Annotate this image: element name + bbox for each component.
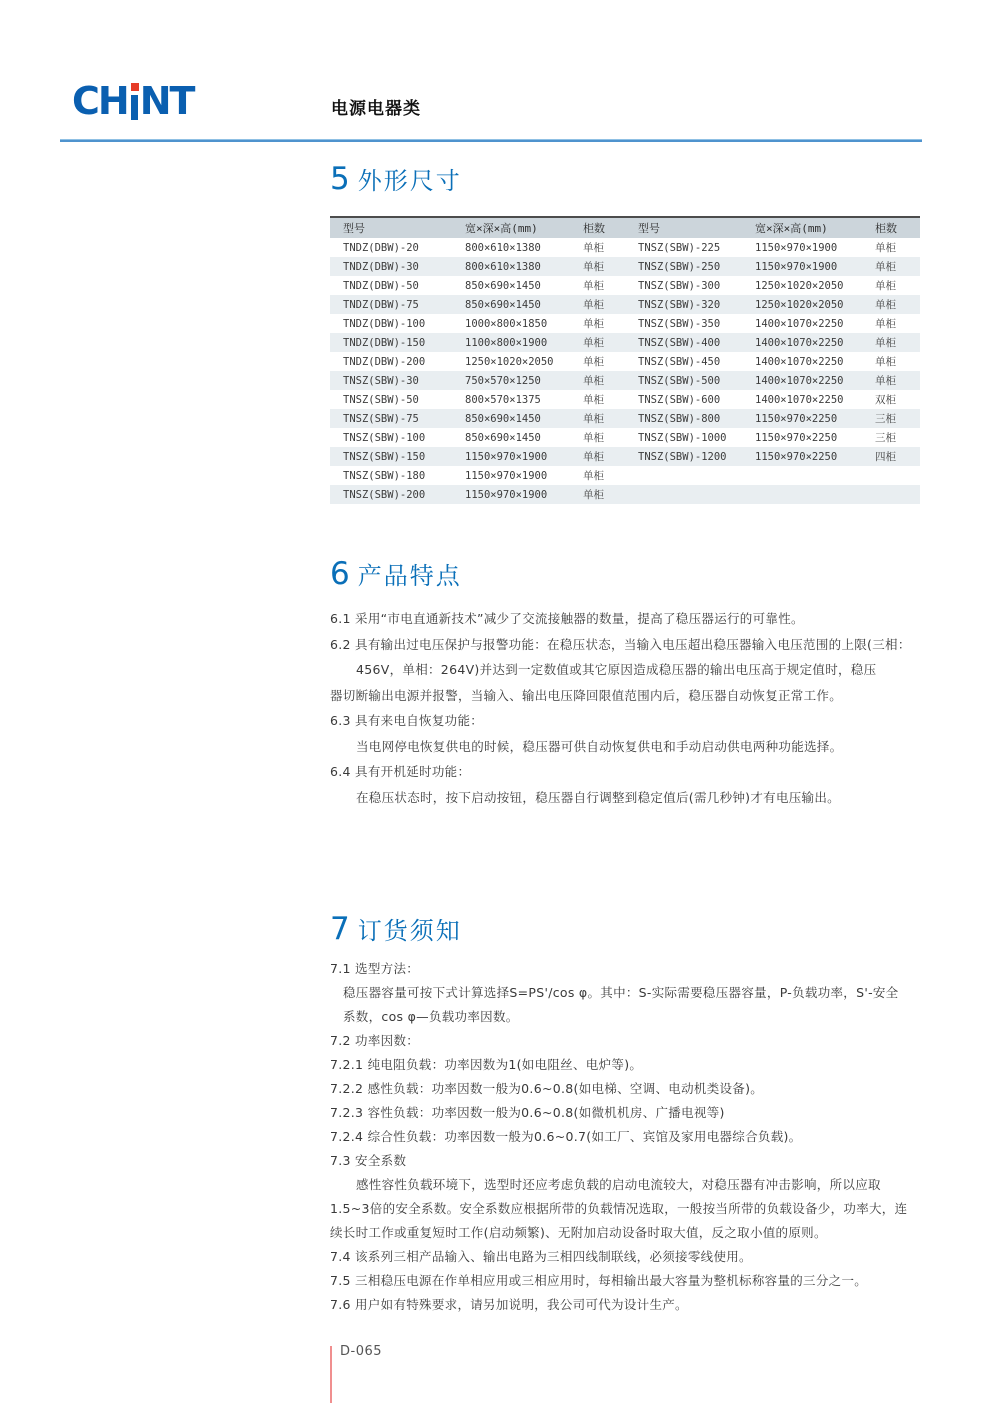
section6-number: 6 <box>330 556 350 592</box>
table-cell: 850×690×1450 <box>465 412 541 425</box>
table-cell: TNSZ(SBW)-450 <box>638 355 721 368</box>
table-cell: 单柜 <box>875 242 896 254</box>
table-cell: TNSZ(SBW)-300 <box>638 279 721 292</box>
table-cell <box>742 466 862 485</box>
table-cell: 1400×1070×2250 <box>755 336 844 349</box>
text-line: 6.2 具有输出过电压保护与报警功能：在稳压状态，当输入电压超出稳压器输入电压范围的上限(三相： <box>330 636 911 652</box>
table-row <box>330 333 920 352</box>
table-cell: 单柜 <box>583 261 604 273</box>
table-cell: 单柜 <box>583 489 604 501</box>
text-line: 当电网停电恢复供电的时候，稳压器可供自动恢复供电和手动启动供电两种功能选择。 <box>356 738 843 754</box>
page-number: D-065 <box>340 1344 383 1359</box>
table-cell: TNSZ(SBW)-75 <box>343 412 419 425</box>
table-cell: TNSZ(SBW)-400 <box>638 336 721 349</box>
table-cell <box>742 485 862 504</box>
text-line: 7.2.3 容性负载：功率因数一般为0.6~0.8(如微机机房、广播电视等) <box>330 1105 725 1120</box>
column-header: 宽×深×高(mm) <box>755 222 828 235</box>
table-cell: TNSZ(SBW)-250 <box>638 260 721 273</box>
table-cell: 单柜 <box>583 432 604 444</box>
table-cell: 1400×1070×2250 <box>755 374 844 387</box>
table-cell: 1400×1070×2250 <box>755 317 844 330</box>
text-line: 456V，单相：264V)并达到一定数值或其它原因造成稳压器的输出电压高于规定值时，稳压 <box>356 662 877 677</box>
text-line: 7.6 用户如有特殊要求，请另加说明，我公司可代为设计生产。 <box>330 1297 688 1312</box>
text-line: 7.2.2 感性负载：功率因数一般为0.6~0.8(如电梯、空调、电动机类设备)。 <box>330 1081 764 1096</box>
header-divider <box>60 139 922 142</box>
table-cell: 850×690×1450 <box>465 279 541 292</box>
table-cell: 1150×970×2250 <box>755 431 838 444</box>
table-cell: TNSZ(SBW)-225 <box>638 241 721 254</box>
table-cell: TNSZ(SBW)-320 <box>638 298 721 311</box>
table-cell: 1150×970×1900 <box>755 260 838 273</box>
table-cell: 单柜 <box>583 413 604 425</box>
table-row <box>330 428 920 447</box>
text-line: 系数，cos φ—负载功率因数。 <box>343 1009 519 1024</box>
logo-text-right: NT <box>139 79 194 123</box>
table-cell: 1250×1020×2050 <box>755 298 844 311</box>
column-header: 柜数 <box>875 222 897 235</box>
text-line: 在稳压状态时，按下启动按钮，稳压器自行调整到稳定值后(需几秒钟)才有电压输出。 <box>356 789 840 805</box>
section6-heading <box>330 556 462 591</box>
table-row <box>330 276 920 295</box>
table-cell: TNSZ(SBW)-200 <box>343 488 426 501</box>
table-cell: 1150×970×1900 <box>465 450 548 463</box>
table-cell: TNSZ(SBW)-600 <box>638 393 721 406</box>
chint-logo <box>72 79 194 124</box>
table-cell: TNSZ(SBW)-350 <box>638 317 721 330</box>
column-header: 柜数 <box>583 222 605 235</box>
table-cell: 单柜 <box>875 375 896 387</box>
text-line: 7.1 选型方法： <box>330 961 420 976</box>
table-cell: 850×690×1450 <box>465 431 541 444</box>
table-cell: TNDZ(DBW)-150 <box>343 336 426 349</box>
table-cell: 1150×970×1900 <box>755 241 838 254</box>
table-cell: 1150×970×1900 <box>465 469 548 482</box>
section5-number: 5 <box>330 161 350 197</box>
table-cell: 三柜 <box>875 413 896 425</box>
table-cell: 1150×970×2250 <box>755 412 838 425</box>
text-line: 器切断输出电源并报警，当输入、输出电压降回限值范围内后，稳压器自动恢复正常工作。 <box>330 687 843 703</box>
text-line: 6.1 采用“市电直通新技术”减少了交流接触器的数量，提高了稳压器运行的可靠性。 <box>330 611 804 626</box>
table-cell: 单柜 <box>583 451 604 463</box>
text-line: 7.2 功率因数： <box>330 1033 420 1048</box>
table-cell: 单柜 <box>583 299 604 311</box>
text-line: 稳压器容量可按下式计算选择S=PS'/cos φ。其中：S-实际需要稳压器容量，P-负载功率，S'-安全 <box>343 985 899 1000</box>
table-row <box>330 466 920 485</box>
table-cell: TNDZ(DBW)-20 <box>343 241 419 254</box>
table-cell: 800×610×1380 <box>465 241 541 254</box>
table-cell: 单柜 <box>875 318 896 330</box>
table-cell: TNSZ(SBW)-100 <box>343 431 426 444</box>
table-cell: 单柜 <box>583 375 604 387</box>
table-cell: TNSZ(SBW)-150 <box>343 450 426 463</box>
column-header: 型号 <box>343 222 365 235</box>
table-row <box>330 314 920 333</box>
table-cell: 单柜 <box>583 242 604 254</box>
table-cell: 1400×1070×2250 <box>755 355 844 368</box>
table-cell: TNSZ(SBW)-1200 <box>638 450 727 463</box>
table-row <box>330 371 920 390</box>
table-cell: 单柜 <box>875 261 896 273</box>
table-cell: TNSZ(SBW)-180 <box>343 469 426 482</box>
text-line: 1.5~3倍的安全系数。安全系数应根据所带的负载情况选取，一般按当所带的负载设备少，功率大，连 <box>330 1201 908 1216</box>
section7-heading <box>330 911 462 946</box>
section7-title: 订货须知 <box>357 917 462 945</box>
text-line: 6.4 具有开机延时功能： <box>330 764 471 779</box>
table-cell: 800×610×1380 <box>465 260 541 273</box>
table-row <box>330 447 920 466</box>
table-cell <box>625 466 742 485</box>
footer-red-line <box>330 1346 332 1403</box>
text-line: 7.5 三相稳压电源在作单相应用或三相应用时，每相输出最大容量为整机标称容量的三分之一。 <box>330 1273 868 1288</box>
table-header-row <box>330 217 920 238</box>
table-row <box>330 238 920 257</box>
table-row <box>330 409 920 428</box>
table-cell: TNSZ(SBW)-30 <box>343 374 419 387</box>
text-line: 续长时工作或重复短时工作(启动频繁)、无附加启动设备时取大值，反之取小值的原则。 <box>330 1225 827 1240</box>
section6-title: 产品特点 <box>357 562 462 590</box>
table-cell: TNDZ(DBW)-50 <box>343 279 419 292</box>
table-cell: 1000×800×1850 <box>465 317 548 330</box>
text-line: 6.3 具有来电自恢复功能： <box>330 713 484 728</box>
column-header: 宽×深×高(mm) <box>465 222 538 235</box>
table-row <box>330 295 920 314</box>
table-cell: 1100×800×1900 <box>465 336 548 349</box>
table-cell: 单柜 <box>583 337 604 349</box>
text-line: 7.4 该系列三相产品输入、输出电路为三相四线制联线，必须接零线使用。 <box>330 1249 752 1264</box>
table-cell: 1150×970×2250 <box>755 450 838 463</box>
table-cell: 850×690×1450 <box>465 298 541 311</box>
section5-heading <box>330 161 462 196</box>
logo-text-left: CH <box>72 79 128 123</box>
table-cell: 单柜 <box>875 299 896 311</box>
table-cell <box>625 485 742 504</box>
logo-i-stem <box>131 95 138 120</box>
table-cell <box>862 485 920 504</box>
table-cell <box>862 466 920 485</box>
text-line: 7.2.4 综合性负载：功率因数一般为0.6~0.7(如工厂、宾馆及家用电器综合负载)。 <box>330 1129 802 1144</box>
section5-title: 外形尺寸 <box>357 167 462 195</box>
table-cell: 单柜 <box>875 280 896 292</box>
category-title: 电源电器类 <box>331 99 421 119</box>
table-cell: 1250×1020×2050 <box>465 355 554 368</box>
table-cell: TNSZ(SBW)-1000 <box>638 431 727 444</box>
logo-i-glyph <box>128 82 140 120</box>
text-line: 7.2.1 纯电阻负载：功率因数为1(如电阻丝、电炉等)。 <box>330 1057 643 1072</box>
table-row <box>330 257 920 276</box>
table-cell: 双柜 <box>875 394 896 406</box>
table-cell: 1400×1070×2250 <box>755 393 844 406</box>
text-line: 感性容性负载环境下，选型时还应考虑负载的启动电流较大，对稳压器有冲击影响，所以应取 <box>356 1177 881 1192</box>
table-row <box>330 352 920 371</box>
table-row <box>330 485 920 504</box>
table-cell: 三柜 <box>875 432 896 444</box>
table-cell: 750×570×1250 <box>465 374 541 387</box>
table-cell: 单柜 <box>583 470 604 482</box>
dimensions-table <box>330 216 920 504</box>
table-cell: TNSZ(SBW)-500 <box>638 374 721 387</box>
table-cell: 1150×970×1900 <box>465 488 548 501</box>
column-header: 型号 <box>638 222 660 235</box>
table-cell: 单柜 <box>583 394 604 406</box>
logo-red-dot-icon <box>131 83 139 91</box>
table-cell: TNDZ(DBW)-100 <box>343 317 426 330</box>
table-row <box>330 390 920 409</box>
table-cell: 单柜 <box>583 280 604 292</box>
table-cell: TNSZ(SBW)-800 <box>638 412 721 425</box>
table-cell: 单柜 <box>583 356 604 368</box>
dimensions-table-body <box>330 238 920 504</box>
table-cell: 四柜 <box>875 451 896 463</box>
section6-body <box>330 606 970 810</box>
section7-body <box>330 957 970 1317</box>
table-cell: TNSZ(SBW)-50 <box>343 393 419 406</box>
section7-number: 7 <box>330 911 350 947</box>
table-cell: 单柜 <box>583 318 604 330</box>
table-cell: 单柜 <box>875 337 896 349</box>
table-cell: TNDZ(DBW)-200 <box>343 355 426 368</box>
table-cell: TNDZ(DBW)-75 <box>343 298 419 311</box>
table-cell: 800×570×1375 <box>465 393 541 406</box>
table-cell: 1250×1020×2050 <box>755 279 844 292</box>
text-line: 7.3 安全系数 <box>330 1153 407 1168</box>
table-cell: 单柜 <box>875 356 896 368</box>
table-cell: TNDZ(DBW)-30 <box>343 260 419 273</box>
